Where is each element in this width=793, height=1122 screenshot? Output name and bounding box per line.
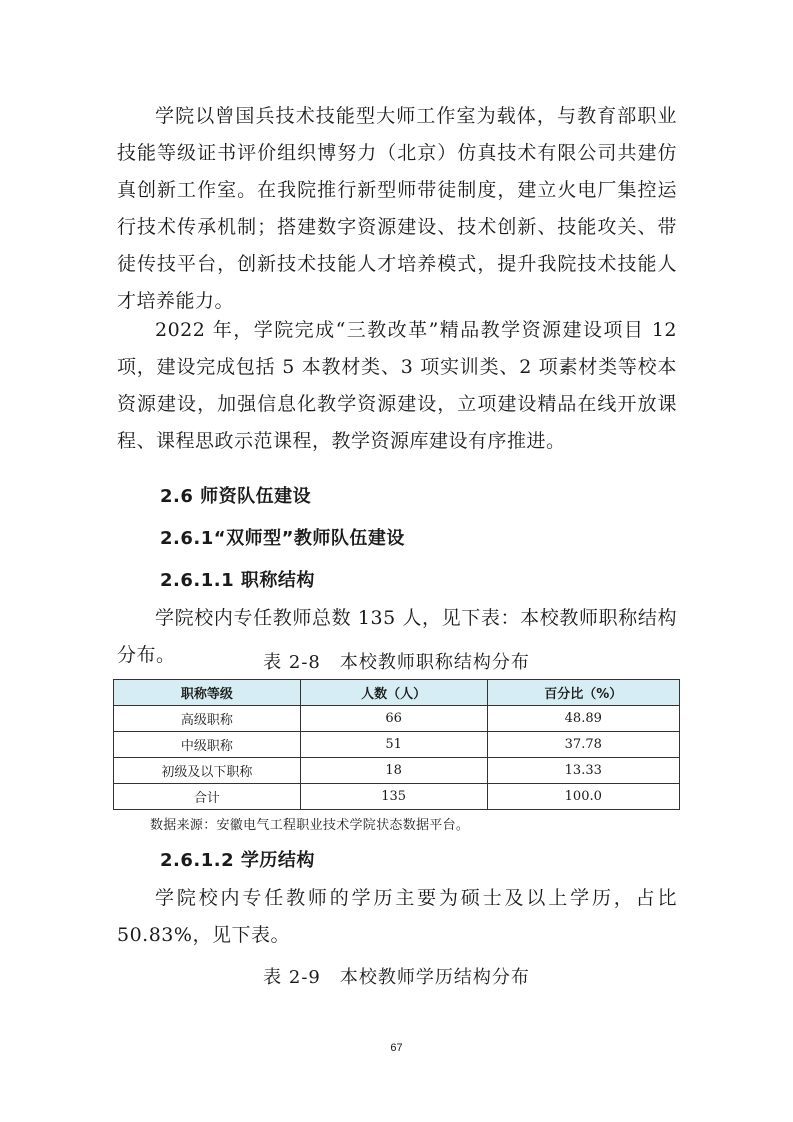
cell-percentage: 13.33 [487,758,679,784]
header-count: 人数（人） [300,680,487,706]
page-number: 67 [390,1042,403,1054]
table-caption-2-9: 表 2-9 本校教师学历结构分布 [263,967,530,988]
table-caption-2-8: 表 2-8 本校教师职称结构分布 [263,652,530,673]
paragraph-master-studio: 学院以曾国兵技术技能型大师工作室为载体，与教育部职业技能等级证书评价组织博努力（北京）仿真技术有限公司共建仿真创新工作室。在我院推行新型师带徒制度，建立火电厂集控运行技术传承机制；搭建数字资源建设、技术创新、技能攻关、带徒传技平台，创新技术技能人才培养模式，提升我院技术技能人才培养能力。 [117,105,677,312]
header-percentage: 百分比（%） [487,680,679,706]
cell-title-level: 中级职称 [114,732,301,758]
cell-percentage: 100.0 [487,784,679,810]
table-row-total [114,784,680,810]
paragraph-teacher-count: 学院校内专任教师总数 135 人，见下表：本校教师职称结构分布。 [117,607,677,666]
cell-count: 135 [300,784,487,810]
title-structure-table [113,679,680,810]
table-header-row [114,680,680,706]
heading-2-6-1: 2.6.1“双师型”教师队伍建设 [160,528,405,549]
cell-percentage: 37.78 [487,732,679,758]
table-row [114,758,680,784]
cell-count: 18 [300,758,487,784]
cell-count: 66 [300,706,487,732]
paragraph-education-structure: 学院校内专任教师的学历主要为硕士及以上学历，占比 50.83%，见下表。 [117,887,677,946]
table-row [114,732,680,758]
cell-count: 51 [300,732,487,758]
cell-title-level: 合计 [114,784,301,810]
header-title-level: 职称等级 [114,680,301,706]
paragraph-teaching-reform: 2022 年，学院完成“三教改革”精品教学资源建设项目 12 项，建设完成包括 5 本教材类、3 项实训类、2 项素材类等校本资源建设，加强信息化教学资源建设，立项建设精品在线开放课程、课程思政示范课程，教学资源库建设有序推进。 [117,319,677,452]
cell-percentage: 48.89 [487,706,679,732]
heading-2-6-1-2: 2.6.1.2 学历结构 [160,850,315,871]
table-row [114,706,680,732]
cell-title-level: 初级及以下职称 [114,758,301,784]
heading-2-6-1-1: 2.6.1.1 职称结构 [160,570,315,591]
cell-title-level: 高级职称 [114,706,301,732]
heading-2-6: 2.6 师资队伍建设 [160,486,312,507]
table-source-note: 数据来源：安徽电气工程职业技术学院状态数据平台。 [150,818,470,833]
